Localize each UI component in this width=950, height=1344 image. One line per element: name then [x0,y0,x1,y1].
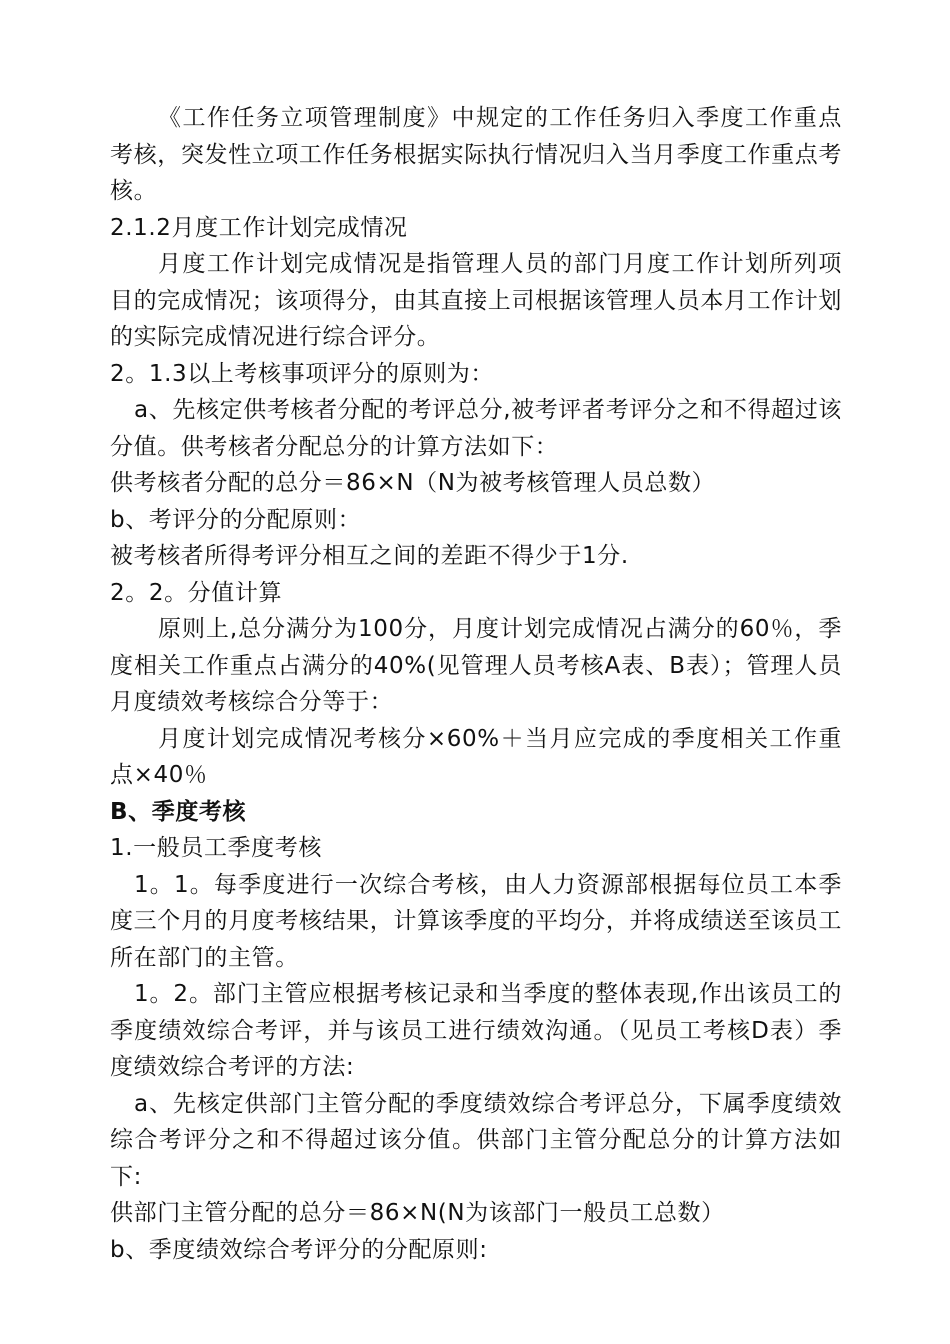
section-heading-quarterly: B、季度考核 [110,798,247,825]
paragraph-quarterly-rule-b: b、季度绩效综合考评分的分配原则: [110,1236,488,1263]
paragraph-rule-a: a、先核定供考核者分配的考评总分,被考评者考评分之和不得超过该分值。供考核者分配总分的计算方法如下： [110,397,842,460]
document-body [110,100,842,1268]
section-heading-2-1-2: 2.1.2月度工作计划完成情况 [110,214,408,241]
paragraph-quarterly-rule-a: a、先核定供部门主管分配的季度绩效综合考评总分，下属季度绩效综合考评分之和不得超过该分值。供部门主管分配总分的计算方法如下: [110,1090,842,1190]
paragraph-rule-b: b、考评分的分配原则： [110,506,362,533]
paragraph-score-gap: 被考核者所得考评分相互之间的差距不得少于1分. [110,543,629,569]
formula-department-total: 供部门主管分配的总分＝86×N(N为该部门一般员工总数） [110,1200,725,1226]
formula-total-score: 供考核者分配的总分＝86×N（N为被考核管理人员总数） [110,470,716,496]
section-heading-1: 1.一般员工季度考核 [110,835,322,861]
paragraph-1-2: 1。2。部门主管应根据考核记录和当季度的整体表现,作出该员工的季度绩效综合考评，并与该员工进行绩效沟通。（见员工考核D表）季度绩效综合考评的方法: [110,981,842,1080]
section-heading-2-2: 2。2。分值计算 [110,579,283,606]
formula-composite-score: 月度计划完成情况考核分×60%＋当月应完成的季度相关工作重点×40％ [110,725,842,788]
section-heading-2-1-3: 2。1.3以上考核事项评分的原则为： [110,360,495,387]
paragraph-task-approval: 《工作任务立项管理制度》中规定的工作任务归入季度工作重点考核，突发性立项工作任务根据实际执行情况归入当月季度工作重点考核。 [110,105,842,204]
paragraph-score-calculation: 原则上,总分满分为100分，月度计划完成情况占满分的60％，季度相关工作重点占满分的40%(见管理人员考核A表、B表）；管理人员月度绩效考核综合分等于： [110,616,842,715]
paragraph-monthly-plan: 月度工作计划完成情况是指管理人员的部门月度工作计划所列项目的完成情况；该项得分，由其直接上司根据该管理人员本月工作计划的实际完成情况进行综合评分。 [110,251,842,350]
paragraph-1-1: 1。1。每季度进行一次综合考核，由人力资源部根据每位员工本季度三个月的月度考核结果，计算该季度的平均分，并将成绩送至该员工所在部门的主管。 [110,871,842,971]
